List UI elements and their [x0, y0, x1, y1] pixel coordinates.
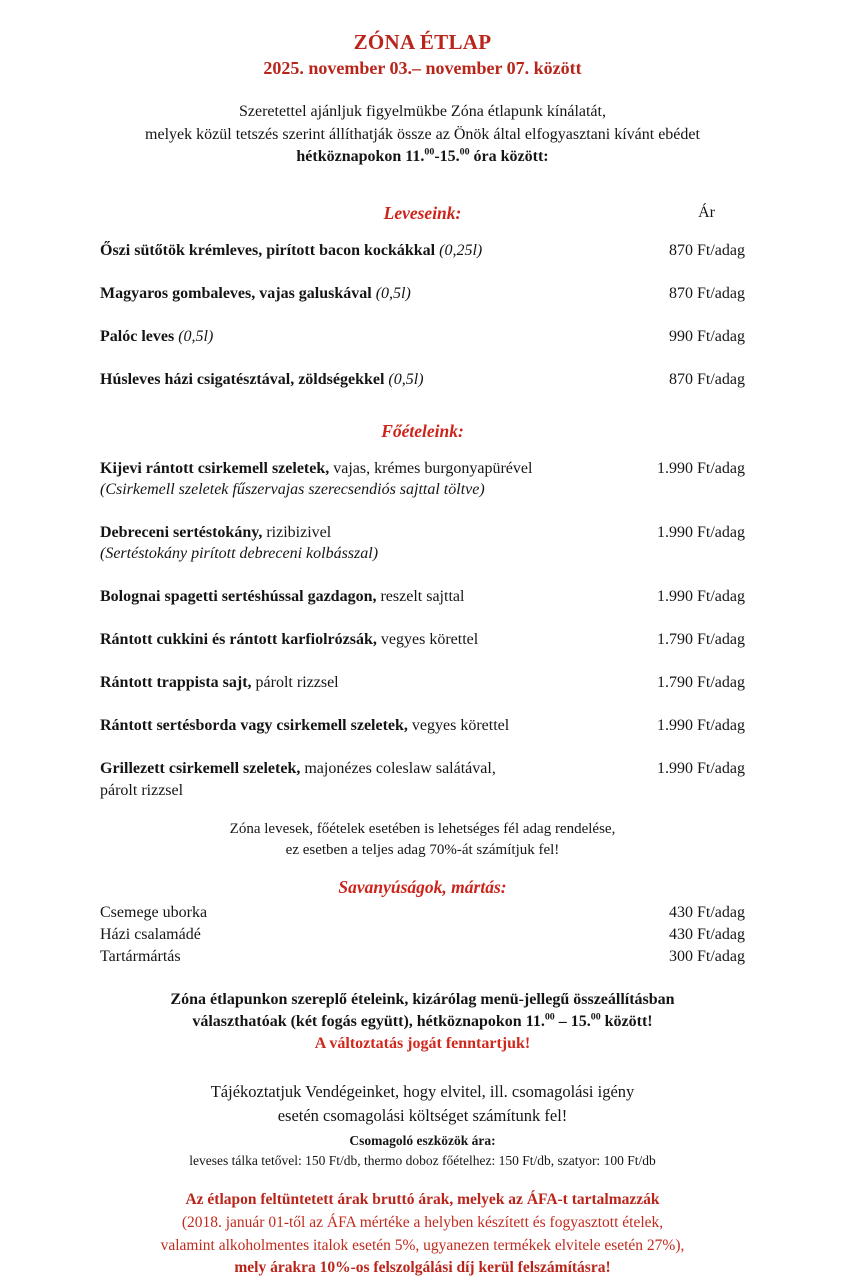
soups-header-row — [100, 203, 745, 224]
intro-line-2: melyek közül tetszés szerint állíthatják össze az Önök által elfogyasztani kívánt ebédet — [145, 125, 700, 143]
menu-item-row — [100, 586, 745, 607]
item-name — [100, 586, 478, 607]
hours-text: óra között: — [469, 148, 549, 166]
item-price: 1.790 Ft/adag — [657, 674, 745, 692]
item-price: 430 Ft/adag — [669, 926, 745, 944]
vat-footer-line-1: Az étlapon feltüntetett árak bruttó árak, melyek az ÁFA-t tartalmazzák — [185, 1190, 660, 1208]
item-name-bold: Rántott sertésborda vagy csirkemell szeletek, — [100, 717, 408, 735]
takeaway-line-1: Tájékoztatjuk Vendégeinket, hogy elvitel, ill. csomagolási igény — [210, 1081, 635, 1101]
hours-superscript: 00 — [544, 1011, 555, 1023]
half-portion-line-1: Zóna levesek, főételek esetében is lehetséges fél adag rendelése, — [229, 820, 616, 837]
item-name-bold: Magyaros gombaleves, vajas galuskával — [100, 285, 372, 303]
item-price: 1.790 Ft/adag — [657, 631, 745, 649]
item-name-regular: vegyes körettel — [376, 631, 479, 649]
item-name-bold: Rántott trappista sajt, — [100, 674, 252, 692]
item-name — [100, 326, 227, 347]
packaging-prices-heading: Csomagoló eszközök ára: — [349, 1132, 496, 1148]
item-price: 430 Ft/adag — [669, 904, 745, 922]
half-portion-line-2: ez esetben a teljes adag 70%-át számítjuk fel! — [285, 841, 560, 858]
item-price: 1.990 Ft/adag — [657, 717, 745, 735]
item-name-regular: rizibizivel — [262, 523, 332, 541]
item-name-bold: Debreceni sertéstokány, — [100, 523, 263, 541]
item-name-line — [100, 522, 378, 543]
pickles-section-heading: Savanyúságok, mártás: — [338, 877, 507, 898]
item-price: 1.990 Ft/adag — [657, 523, 745, 541]
vat-footer-line-3: valamint alkoholmentes italok esetén 5%, ugyanezen termékek elvitele esetén 27%), — [160, 1236, 685, 1254]
price-column-header: Ár — [698, 204, 715, 222]
menu-item-row — [100, 283, 745, 304]
menu-item-row — [100, 924, 745, 946]
item-name-line — [100, 458, 532, 479]
item-price: 870 Ft/adag — [669, 242, 745, 260]
takeaway-line-2: esetén csomagolási költséget számítunk fel! — [277, 1105, 568, 1125]
intro-line-hours — [100, 146, 745, 169]
item-name-regular: vajas, krémes burgonyapürével — [329, 459, 533, 477]
item-name-line — [100, 758, 496, 779]
hours-superscript: 00 — [424, 147, 435, 159]
vat-footer-line-4: mely árakra 10%-os felszolgálási díj kerül felszámításra! — [234, 1259, 611, 1277]
item-price: 870 Ft/adag — [669, 371, 745, 389]
item-name: Csemege uborka — [100, 904, 208, 922]
menu-item-row — [100, 458, 745, 500]
item-name — [100, 240, 496, 261]
menu-item-row — [100, 902, 745, 924]
mains-header-row — [100, 421, 745, 442]
item-name-bold: Kijevi rántott csirkemell szeletek, — [100, 459, 330, 477]
item-name — [100, 369, 438, 390]
item-name — [100, 672, 353, 693]
rules-text: – 15. — [554, 1012, 591, 1030]
menu-item-row — [100, 758, 745, 800]
change-rights-notice: A változtatás jogát fenntartjuk! — [314, 1035, 531, 1053]
pickles-header-row — [100, 877, 745, 898]
pickles-list — [100, 902, 745, 968]
item-name — [100, 283, 425, 304]
vat-footer — [100, 1189, 745, 1280]
item-name-continuation: párolt rizzsel — [100, 781, 184, 799]
menu-item-row — [100, 946, 745, 968]
item-name-regular: reszelt sajttal — [376, 588, 465, 606]
item-price: 1.990 Ft/adag — [657, 459, 745, 477]
item-name-bold: Húsleves házi csigatésztával, zöldségekkel — [100, 371, 385, 389]
item-price: 300 Ft/adag — [669, 948, 745, 966]
item-portion-size: (0,25l) — [439, 242, 483, 260]
item-description: (Sertéstokány pirított debreceni kolbásszal) — [100, 544, 379, 562]
item-name: Házi csalamádé — [100, 926, 201, 944]
menu-item-row — [100, 672, 745, 693]
mains-section-heading: Főételeink: — [381, 420, 464, 441]
item-name — [100, 629, 492, 650]
hours-superscript: 00 — [590, 1011, 601, 1023]
page-title: ZÓNA ÉTLAP — [353, 30, 492, 54]
menu-rules-line-2 — [100, 1011, 745, 1033]
item-name-regular: majonézes coleslaw salátával, — [300, 760, 496, 778]
soups-section-heading: Leveseink: — [383, 203, 462, 224]
hours-superscript: 00 — [459, 147, 470, 159]
item-name: Tartármártás — [100, 948, 181, 966]
item-name-bold: Bolognai spagetti sertéshússal gazdagon, — [100, 588, 377, 606]
rules-text: választhatóak (két fogás együtt), hétköznapokon 11. — [192, 1012, 545, 1030]
menu-item-row — [100, 240, 745, 261]
date-range: 2025. november 03.– november 07. között — [263, 58, 582, 78]
menu-item-row — [100, 369, 745, 390]
item-name — [100, 522, 392, 564]
item-description: (Csirkemell szeletek fűszervajas szerecsendiós sajttal töltve) — [100, 480, 485, 498]
item-name — [100, 715, 523, 736]
menu-rules-note — [100, 989, 745, 1056]
item-name — [100, 458, 546, 500]
item-price: 1.990 Ft/adag — [657, 588, 745, 606]
rules-text: között! — [600, 1012, 653, 1030]
item-portion-size: (0,5l) — [388, 371, 424, 389]
intro-line-1: Szeretettel ajánljuk figyelmükbe Zóna étlapunk kínálatát, — [239, 103, 606, 120]
hours-text: -15. — [434, 148, 460, 166]
item-portion-size: (0,5l) — [178, 328, 214, 346]
hours-text: hétköznapokon 11. — [296, 148, 425, 166]
item-price: 1.990 Ft/adag — [657, 760, 745, 778]
item-price: 870 Ft/adag — [669, 285, 745, 303]
item-price: 990 Ft/adag — [669, 328, 745, 346]
menu-item-row — [100, 629, 745, 650]
intro-paragraph — [100, 101, 745, 169]
item-portion-size: (0,5l) — [375, 285, 411, 303]
packaging-prices-line: leveses tálka tetővel: 150 Ft/db, thermo doboz főételhez: 150 Ft/db, szatyor: 100 Ft/db — [189, 1153, 656, 1169]
item-name-regular: párolt rizzsel — [251, 674, 339, 692]
item-name-bold: Rántott cukkini és rántott karfiolrózsák, — [100, 631, 377, 649]
item-name — [100, 758, 510, 800]
menu-item-row — [100, 522, 745, 564]
menu-item-row — [100, 326, 745, 347]
vat-footer-line-2: (2018. január 01-től az ÁFA mértéke a helyben készített és fogyasztott ételek, — [181, 1213, 664, 1231]
takeaway-note — [100, 1080, 745, 1171]
item-name-regular: vegyes körettel — [407, 717, 510, 735]
item-name-bold: Grillezett csirkemell szeletek, — [100, 760, 301, 778]
half-portion-note — [100, 819, 745, 862]
menu-rules-line-1: Zóna étlapunkon szereplő ételeink, kizárólag menü-jellegű összeállításban — [170, 990, 675, 1008]
item-name-bold: Palóc leves — [100, 328, 175, 346]
item-name-bold: Őszi sütőtök krémleves, pirított bacon kockákkal — [100, 242, 436, 260]
menu-item-row — [100, 715, 745, 736]
